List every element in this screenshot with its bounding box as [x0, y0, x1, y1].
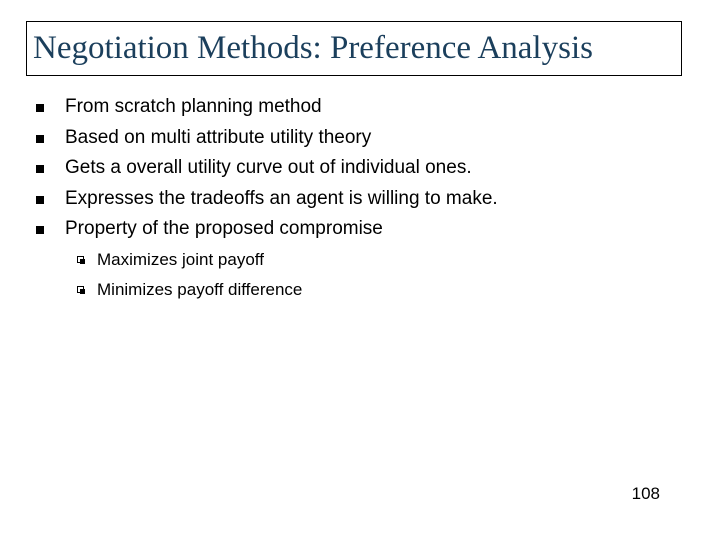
page-number: 108: [631, 484, 660, 503]
square-bullet-icon: [36, 165, 44, 173]
bullet-text: Expresses the tradeoffs an agent is willing to make.: [65, 187, 498, 209]
hollow-square-bullet-icon: [77, 256, 84, 263]
sub-bullet-text: Maximizes joint payoff: [97, 249, 264, 269]
slide-title: Negotiation Methods: Preference Analysis: [33, 30, 593, 66]
bullet-item: [0, 123, 720, 154]
bullet-item: [0, 184, 720, 215]
bullet-text: Gets a overall utility curve out of individual ones.: [65, 157, 472, 178]
bullet-text: Property of the proposed compromise: [65, 218, 383, 239]
bullet-item: [0, 92, 720, 123]
bullet-item: [0, 214, 720, 245]
square-bullet-icon: [36, 226, 44, 234]
sub-bullet-item: [0, 275, 720, 305]
bullet-list: [0, 92, 720, 305]
square-bullet-icon: [36, 104, 44, 112]
sub-bullet-text: Minimizes payoff difference: [97, 279, 303, 299]
bullet-item: [0, 153, 720, 184]
bullet-text: Based on multi attribute utility theory: [65, 126, 372, 148]
square-bullet-icon: [36, 135, 44, 143]
sub-bullet-item: [0, 245, 720, 275]
hollow-square-bullet-icon: [77, 286, 84, 293]
title-box: [26, 21, 682, 76]
square-bullet-icon: [36, 196, 44, 204]
bullet-text: From scratch planning method: [65, 96, 322, 117]
